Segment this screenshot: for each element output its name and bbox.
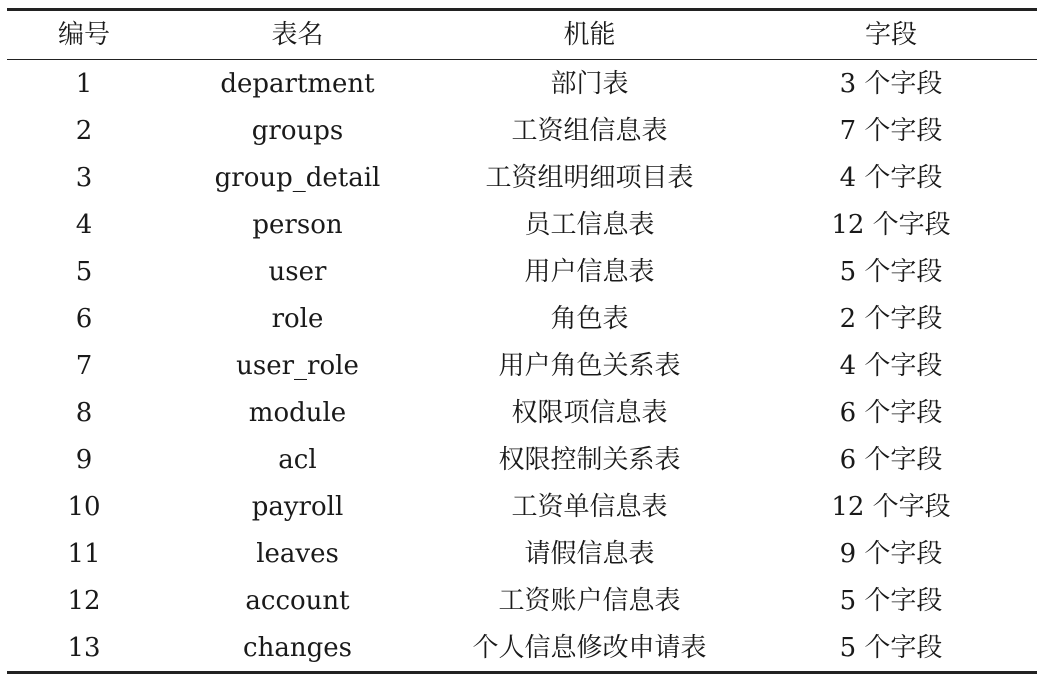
row-function: 用户信息表 (524, 256, 655, 287)
table-container (7, 8, 1037, 674)
row-function: 工资账户信息表 (498, 585, 681, 616)
row-id: 13 (67, 632, 101, 663)
row-table-name: payroll (251, 491, 344, 522)
table-row (7, 154, 1037, 201)
row-id: 6 (75, 303, 93, 334)
row-fields: 6 个字段 (839, 444, 943, 475)
row-function: 请假信息表 (524, 538, 655, 569)
table-body (7, 60, 1037, 673)
row-table-name: person (252, 209, 343, 240)
row-table-name: account (245, 585, 350, 616)
row-function: 工资单信息表 (511, 491, 668, 522)
row-function: 员工信息表 (524, 209, 655, 240)
row-function: 权限控制关系表 (498, 444, 681, 475)
row-table-name: groups (251, 115, 344, 146)
row-function: 个人信息修改申请表 (472, 632, 707, 663)
row-id: 5 (75, 256, 93, 287)
row-function: 工资组信息表 (511, 115, 668, 146)
table-row (7, 295, 1037, 342)
table-row (7, 624, 1037, 673)
table-header (7, 10, 1037, 60)
table-row (7, 436, 1037, 483)
header-fields: 字段 (864, 20, 917, 50)
row-fields: 5 个字段 (839, 585, 943, 616)
row-id: 3 (75, 162, 93, 193)
row-id: 7 (75, 350, 93, 381)
header-id: 编号 (57, 20, 110, 50)
table-row (7, 483, 1037, 530)
table-row (7, 530, 1037, 577)
row-fields: 7 个字段 (839, 115, 943, 146)
row-id: 11 (67, 538, 101, 569)
row-function: 权限项信息表 (511, 397, 668, 428)
row-fields: 6 个字段 (839, 397, 943, 428)
row-id: 12 (67, 585, 101, 616)
row-id: 4 (75, 209, 93, 240)
row-table-name: role (271, 303, 324, 334)
row-fields: 9 个字段 (839, 538, 943, 569)
row-table-name: acl (278, 444, 317, 475)
table-row (7, 107, 1037, 154)
row-id: 2 (75, 115, 93, 146)
row-id: 9 (75, 444, 93, 475)
table-row (7, 60, 1037, 108)
row-function: 用户角色关系表 (498, 350, 681, 381)
row-fields: 3 个字段 (839, 68, 943, 99)
header-table-name: 表名 (271, 20, 324, 50)
row-id: 8 (75, 397, 93, 428)
row-id: 10 (67, 491, 101, 522)
row-table-name: user_role (236, 350, 359, 381)
row-fields: 4 个字段 (839, 162, 943, 193)
row-id: 1 (75, 68, 93, 99)
table-row (7, 577, 1037, 624)
table-row (7, 389, 1037, 436)
row-fields: 5 个字段 (839, 256, 943, 287)
row-fields: 2 个字段 (839, 303, 943, 334)
row-table-name: department (220, 68, 375, 99)
row-table-name: user (268, 256, 327, 287)
row-fields: 5 个字段 (839, 632, 943, 663)
row-function: 工资组明细项目表 (485, 162, 694, 193)
table-row (7, 248, 1037, 295)
row-table-name: changes (243, 632, 352, 663)
table-row (7, 201, 1037, 248)
table-row (7, 342, 1037, 389)
row-function: 部门表 (550, 68, 629, 99)
database-tables-table (7, 8, 1037, 674)
row-fields: 12 个字段 (831, 209, 951, 240)
row-fields: 12 个字段 (831, 491, 951, 522)
row-table-name: group_detail (214, 162, 381, 193)
header-row (7, 10, 1037, 60)
row-table-name: leaves (256, 538, 339, 569)
row-table-name: module (248, 397, 347, 428)
row-function: 角色表 (550, 303, 629, 334)
header-function: 机能 (563, 20, 616, 50)
row-fields: 4 个字段 (839, 350, 943, 381)
